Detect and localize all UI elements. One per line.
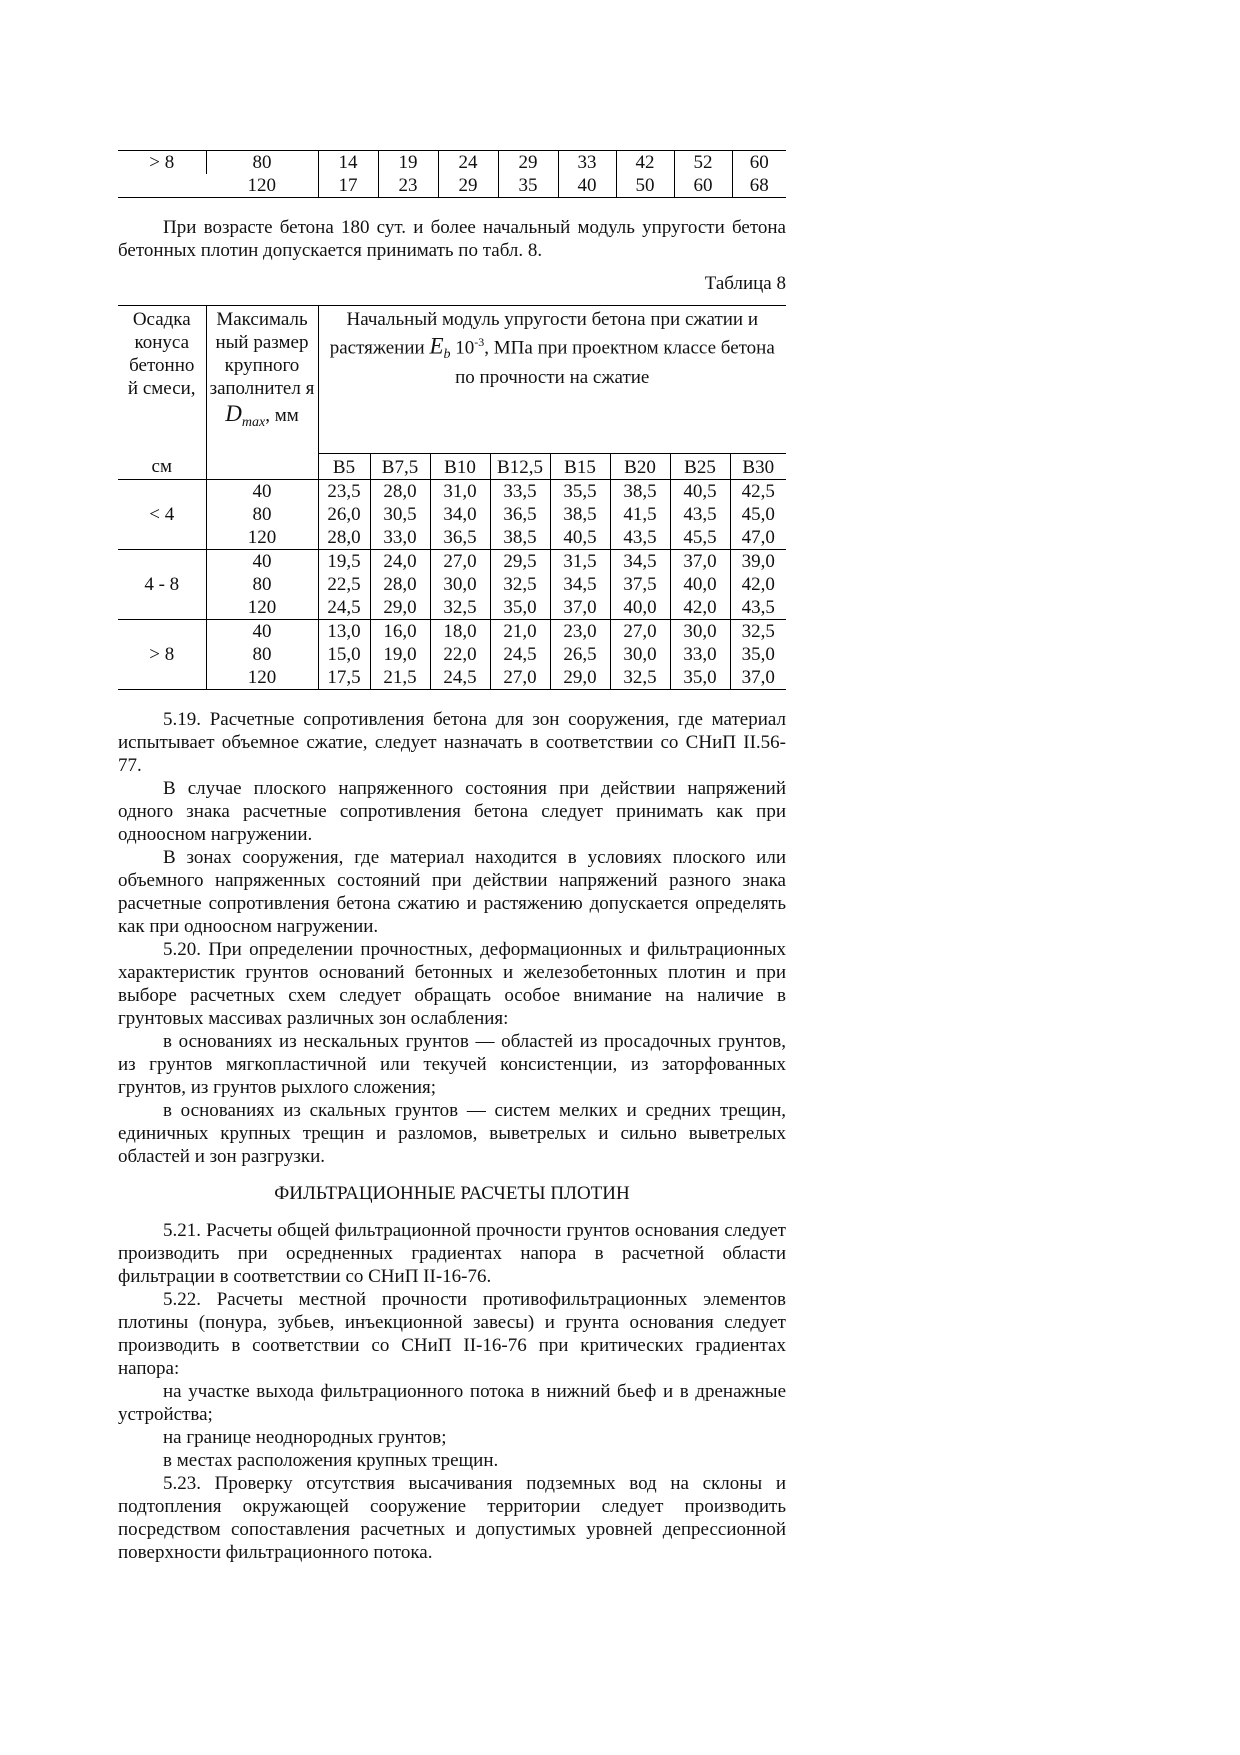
table-row xyxy=(118,666,786,690)
value-cell: 35 xyxy=(498,174,558,198)
value-cell: 37,0 xyxy=(550,596,610,620)
agg-size-cell: 120 xyxy=(206,526,318,550)
paragraph: на границе неоднородных грунтов; xyxy=(163,1426,447,1448)
paragraph: в местах расположения крупных трещин. xyxy=(163,1449,499,1471)
header-slump-text: Осадка конуса бетонно й смеси, xyxy=(127,309,196,399)
header-agg-text: Максималь ный размер крупного заполнител я xyxy=(209,309,315,399)
paragraph: в основаниях из скальных грунтов — систем мелких и средних трещин, единичных крупных трещин и разломов, выветрелых и сильно выветрелых областей и зон разгрузки. xyxy=(118,1099,786,1167)
value-cell: 38,5 xyxy=(490,526,550,550)
hdr-c: , МПа при проектном классе бетона по прочности на сжатие xyxy=(455,337,775,389)
agg-size-cell: 80 xyxy=(206,643,318,666)
paragraph: 5.20. При определении прочностных, деформационных и фильтрационных характеристик грунтов оснований бетонных и железобетонных плотин и при выборе расчетных схем следует обращать особое внимание на наличие в грунтовых массивах различных зон ослабления: xyxy=(118,938,786,1029)
agg-size-cell: 80 xyxy=(206,151,318,175)
value-cell: 43,5 xyxy=(610,526,670,550)
paragraph: 5.21. Расчеты общей фильтрационной прочности грунтов основания следует производить при осредненных градиентах напора в расчетной области фильтрации в соответствии со СНиП II-16-76. xyxy=(118,1219,786,1287)
value-cell: 28,0 xyxy=(370,479,430,503)
agg-size-cell: 40 xyxy=(206,619,318,643)
value-cell: 27,0 xyxy=(430,549,490,573)
value-cell: 24,5 xyxy=(430,666,490,690)
value-cell: 19 xyxy=(378,151,438,175)
paragraph: 5.22. Расчеты местной прочности противофильтрационных элементов плотины (понура, зубьев, инъекционной завесы) и грунта основания следует производить в соответствии со СНиП II-16-76 при критических градиентах напора: xyxy=(118,1288,786,1379)
value-cell: 35,0 xyxy=(490,596,550,620)
value-cell: 36,5 xyxy=(430,526,490,550)
header-row xyxy=(118,306,786,454)
class-cell: B20 xyxy=(610,453,670,479)
value-cell: 35,5 xyxy=(550,479,610,503)
value-cell: 23 xyxy=(378,174,438,198)
class-cell: B25 xyxy=(670,453,730,479)
value-cell: 24,5 xyxy=(318,596,370,620)
dmax-sub: max xyxy=(241,414,266,430)
value-cell: 35,0 xyxy=(670,666,730,690)
value-cell: 18,0 xyxy=(430,619,490,643)
table-row xyxy=(118,619,786,643)
value-cell: 17 xyxy=(318,174,378,198)
slump-cell: 4 - 8 xyxy=(118,549,206,619)
value-cell: 22,0 xyxy=(430,643,490,666)
value-cell: 45,0 xyxy=(730,503,786,526)
table-row xyxy=(118,549,786,573)
table-row xyxy=(118,151,786,175)
value-cell: 37,0 xyxy=(670,549,730,573)
value-cell: 60 xyxy=(732,151,786,175)
class-cell: B15 xyxy=(550,453,610,479)
agg-size-cell: 40 xyxy=(206,479,318,503)
value-cell: 21,5 xyxy=(370,666,430,690)
class-cell: B10 xyxy=(430,453,490,479)
table-row xyxy=(118,643,786,666)
value-cell: 33 xyxy=(558,151,616,175)
table-row xyxy=(118,596,786,620)
value-cell: 23,5 xyxy=(318,479,370,503)
value-cell: 40,0 xyxy=(610,596,670,620)
value-cell: 31,5 xyxy=(550,549,610,573)
value-cell: 47,0 xyxy=(730,526,786,550)
value-cell: 33,0 xyxy=(370,526,430,550)
slump-cell: > 8 xyxy=(149,152,175,173)
agg-size-cell: 120 xyxy=(206,666,318,690)
value-cell: 24,5 xyxy=(490,643,550,666)
value-cell: 29,0 xyxy=(370,596,430,620)
paragraph: 5.23. Проверку отсутствия высачивания подземных вод на склоны и подтопления окружающей сооружение территории следует производить посредством сопоставления расчетных и допустимых уровней депрессионной поверхности фильтрационного потока. xyxy=(118,1472,786,1563)
value-cell: 42,0 xyxy=(730,573,786,596)
dmax-symbol: D xyxy=(225,401,242,426)
value-cell: 43,5 xyxy=(670,503,730,526)
value-cell: 36,5 xyxy=(490,503,550,526)
agg-size-cell: 40 xyxy=(206,549,318,573)
body-text-a xyxy=(118,708,786,1168)
value-cell: 17,5 xyxy=(318,666,370,690)
table-8 xyxy=(118,305,786,690)
table-row xyxy=(118,503,786,526)
value-cell: 40 xyxy=(558,174,616,198)
agg-size-cell: 120 xyxy=(247,175,276,196)
value-cell: 28,0 xyxy=(318,526,370,550)
value-cell: 26,0 xyxy=(318,503,370,526)
header-slump-unit: см xyxy=(151,456,172,477)
value-cell: 16,0 xyxy=(370,619,430,643)
value-cell: 13,0 xyxy=(318,619,370,643)
value-cell: 41,5 xyxy=(610,503,670,526)
value-cell: 29 xyxy=(498,151,558,175)
value-cell: 43,5 xyxy=(730,596,786,620)
value-cell: 45,5 xyxy=(670,526,730,550)
value-cell: 33,0 xyxy=(670,643,730,666)
value-cell: 14 xyxy=(318,151,378,175)
value-cell: 26,5 xyxy=(550,643,610,666)
value-cell: 32,5 xyxy=(730,619,786,643)
value-cell: 24,0 xyxy=(370,549,430,573)
section-heading: ФИЛЬТРАЦИОННЫЕ РАСЧЕТЫ ПЛОТИН xyxy=(274,1182,630,1204)
value-cell: 30,0 xyxy=(430,573,490,596)
header-agg-unit xyxy=(210,402,315,434)
value-cell: 30,0 xyxy=(610,643,670,666)
table-row xyxy=(118,526,786,550)
value-cell: 29,5 xyxy=(490,549,550,573)
eb-symbol: E xyxy=(429,333,444,359)
agg-size-cell: 80 xyxy=(206,573,318,596)
paragraph: 5.19. Расчетные сопротивления бетона для зон сооружения, где материал испытывает объемное сжатие, следует назначать в соответствии со СНиП II.56-77. xyxy=(118,708,786,776)
value-cell: 32,5 xyxy=(610,666,670,690)
table-row xyxy=(118,174,786,198)
value-cell: 37,0 xyxy=(730,666,786,690)
value-cell: 31,0 xyxy=(430,479,490,503)
dmax-unit: , мм xyxy=(265,405,299,426)
value-cell: 40,5 xyxy=(670,479,730,503)
value-cell: 30,5 xyxy=(370,503,430,526)
value-cell: 19,5 xyxy=(318,549,370,573)
value-cell: 29 xyxy=(438,174,498,198)
eb-sub: b xyxy=(443,347,451,363)
value-cell: 60 xyxy=(674,174,732,198)
header-slump xyxy=(118,306,206,454)
value-cell: 34,5 xyxy=(550,573,610,596)
body-text-b xyxy=(118,1219,786,1564)
hdr-a: Начальный модуль упругости бетона при сжатии и растяжении xyxy=(329,309,758,359)
value-cell: 27,0 xyxy=(610,619,670,643)
value-cell: 34,0 xyxy=(430,503,490,526)
agg-size-cell: 120 xyxy=(206,596,318,620)
value-cell: 15,0 xyxy=(318,643,370,666)
value-cell: 19,0 xyxy=(370,643,430,666)
value-cell: 39,0 xyxy=(730,549,786,573)
value-cell: 42,5 xyxy=(730,479,786,503)
header-agg xyxy=(206,306,318,480)
value-cell: 22,5 xyxy=(318,573,370,596)
value-cell: 40,5 xyxy=(550,526,610,550)
paragraph: в основаниях из нескальных грунтов — областей из просадочных грунтов, из грунтов мягкопластичной или текучей консистенции, из заторфованных грунтов, из грунтов рыхлого сложения; xyxy=(118,1030,786,1098)
hdr-sup: -3 xyxy=(474,335,485,349)
continuation-table xyxy=(118,150,786,198)
value-cell: 35,0 xyxy=(730,643,786,666)
value-cell: 52 xyxy=(674,151,732,175)
paragraph: При возрасте бетона 180 сут. и более начальный модуль упругости бетона бетонных плотин допускается принимать по табл. 8. xyxy=(118,217,786,261)
value-cell: 34,5 xyxy=(610,549,670,573)
value-cell: 24 xyxy=(438,151,498,175)
value-cell: 23,0 xyxy=(550,619,610,643)
slump-cell: > 8 xyxy=(118,619,206,689)
table-row xyxy=(118,479,786,503)
class-cell: B12,5 xyxy=(490,453,550,479)
hdr-b: 10 xyxy=(450,337,475,359)
value-cell: 32,5 xyxy=(490,573,550,596)
value-cell: 37,5 xyxy=(610,573,670,596)
value-cell: 27,0 xyxy=(490,666,550,690)
slump-cell: < 4 xyxy=(118,479,206,549)
header-modulus-text xyxy=(319,306,787,391)
value-cell: 38,5 xyxy=(550,503,610,526)
value-cell: 38,5 xyxy=(610,479,670,503)
value-cell: 29,0 xyxy=(550,666,610,690)
value-cell: 42 xyxy=(616,151,674,175)
value-cell: 33,5 xyxy=(490,479,550,503)
header-modulus xyxy=(318,306,786,454)
value-cell: 21,0 xyxy=(490,619,550,643)
class-cell: B30 xyxy=(730,453,786,479)
document-page xyxy=(118,150,786,1564)
class-cell: B7,5 xyxy=(370,453,430,479)
class-cell: B5 xyxy=(318,453,370,479)
table-label: Таблица 8 xyxy=(704,273,786,294)
agg-size-cell: 80 xyxy=(206,503,318,526)
value-cell: 42,0 xyxy=(670,596,730,620)
value-cell: 30,0 xyxy=(670,619,730,643)
paragraph: на участке выхода фильтрационного потока в нижний бьеф и в дренажные устройства; xyxy=(118,1380,786,1425)
value-cell: 50 xyxy=(616,174,674,198)
value-cell: 40,0 xyxy=(670,573,730,596)
table-row xyxy=(118,573,786,596)
paragraph: В зонах сооружения, где материал находится в условиях плоского или объемного напряженных состояний при действии напряжений разного знака расчетные сопротивления бетона сжатию и растяжению допускается определять как при одноосном нагружении. xyxy=(118,846,786,937)
paragraph: В случае плоского напряженного состояния при действии напряжений одного знака расчетные сопротивления бетона следует принимать как при одноосном нагружении. xyxy=(118,777,786,845)
value-cell: 32,5 xyxy=(430,596,490,620)
value-cell: 68 xyxy=(732,174,786,198)
value-cell: 28,0 xyxy=(370,573,430,596)
